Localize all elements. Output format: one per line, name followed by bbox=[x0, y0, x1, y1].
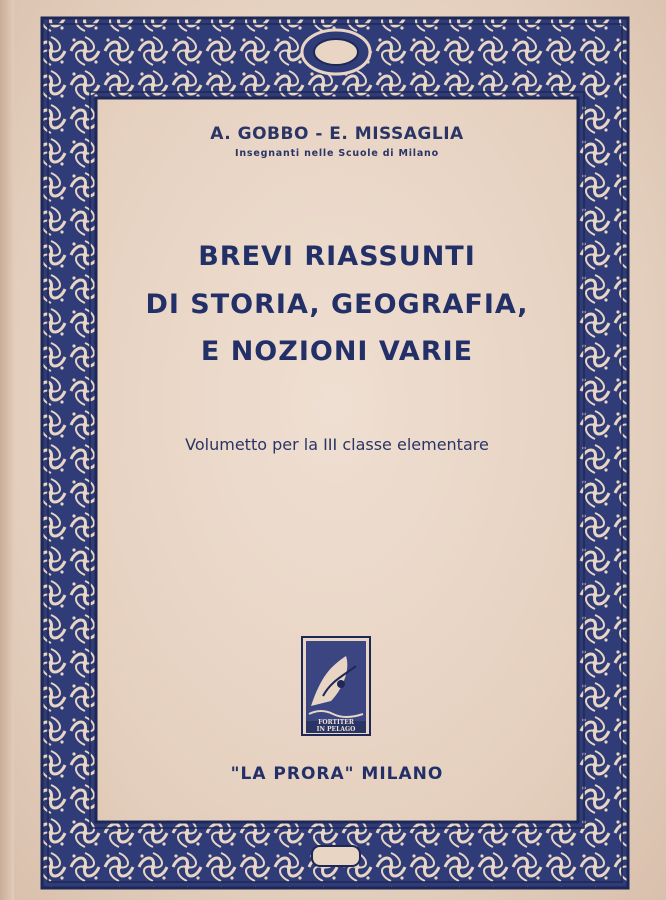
volume-note: Volumetto per la III classe elementare bbox=[185, 435, 489, 454]
title-line-3: E NOZIONI VARIE bbox=[200, 336, 474, 367]
publisher: "LA PRORA" MILANO bbox=[230, 764, 444, 784]
emblem-motto-line-2: IN PELAGO bbox=[316, 726, 356, 733]
authors-subtitle: Insegnanti nelle Scuole di Milano bbox=[235, 148, 439, 159]
emblem-motto-line-1: FORTITER bbox=[318, 719, 354, 726]
emblem-motto bbox=[306, 719, 366, 733]
authors: A. GOBBO - E. MISSAGLIA bbox=[210, 124, 464, 144]
title-panel bbox=[96, 98, 578, 822]
title-line-2: DI STORIA, GEOGRAFIA, bbox=[145, 289, 529, 320]
title-line-1: BREVI RIASSUNTI bbox=[198, 241, 476, 272]
